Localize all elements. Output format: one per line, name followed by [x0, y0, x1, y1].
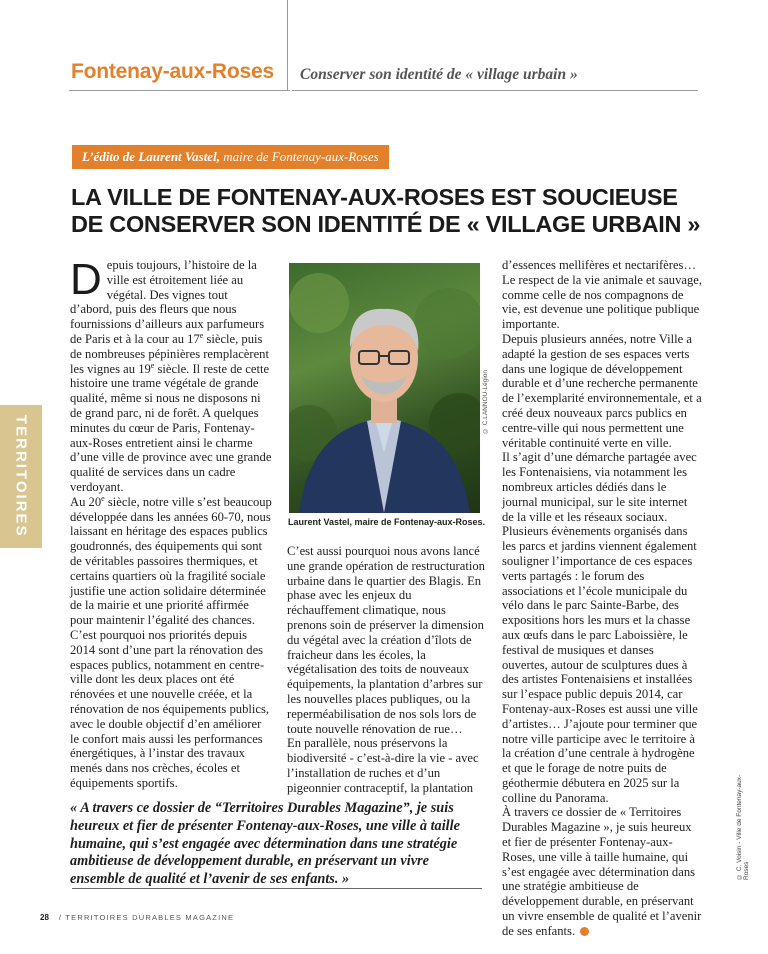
paragraph: En parallèle, nous préservons la biodiversité - c’est-à-dire la vie - avec l’installation de ruches et d’un pigeonnier contraceptif, la plantation [287, 736, 479, 795]
dropcap: D [70, 255, 102, 304]
header-rule [292, 90, 698, 91]
quote-rule [72, 888, 482, 889]
pull-quote: « A travers ce dossier de “Territoires Durables Magazine”, je suis heureux et fier de présenter Fontenay-aux-Roses, une ville à taille humaine, qui s’est engagée avec détermination dans une stratégie ambitieuse de développement durable, en préservant un vivre ensemble de qualité et l’avenir de ses enfants. » [70, 800, 460, 888]
paragraph: Il s’agit d’une démarche partagée avec les Fontenaisiens, via notamment les nombreux articles dédiés dans le journal municipal, sur le site internet de la ville et les réseaux sociaux. Plusieurs évènements organisés dans les parcs et jardins viennent également souligner l’importance de ces espaces verts partagés : le forum des associations et l’école municipale du vélo dans le parc Sainte-Barbe, des expositions hors les murs et la chasse aux œufs dans le parc Laboissière, le festival de musiques et danses ouvertes, autour de sculptures dues à des artistes Fontenaisiens et installées sur l’espace public depuis 2014, car Fontenay-aux-Roses est aussi une ville d’artistes… J’ajoute pour terminer que notre ville participe avec le territoire à la création d’une centrale à hydrogène et que le forage de notre puits de géothermie débutera en 2025 sur la colline du Panorama. [502, 450, 698, 805]
paragraph: À travers ce dossier de « Territoires Durables Magazine », je suis heureux et fier de présenter Fontenay-aux-Roses, une ville à taille humaine, qui s’est engagée avec détermination dans une stratégie ambitieuse de développement durable, en préservant un vivre ensemble de qualité et l’avenir de ses enfants. [502, 805, 702, 938]
photo-caption: Laurent Vastel, maire de Fontenay-aux-Roses. [288, 517, 486, 527]
article-column-3 [502, 258, 702, 939]
portrait-illustration [289, 263, 480, 513]
header-divider [287, 0, 288, 91]
paragraph: Depuis plusieurs années, notre Ville a adapté la gestion de ses espaces verts dans une logique de développement durable et d’une recherche permanente de l’exemplarité environnementale, et a créé deux nouveaux parcs publics en centre-ville qui nous permettent une véritable continuité verte en ville. [502, 331, 702, 450]
headline-line: DE CONSERVER SON IDENTITÉ DE « VILLAGE URBAIN » [71, 211, 701, 237]
article-column-2 [287, 544, 485, 796]
header-rule [69, 90, 290, 91]
edito-label: L’édito de Laurent Vastel, maire de Fontenay-aux-Roses [72, 145, 389, 169]
headline [71, 184, 711, 238]
paragraph: d’essences mellifères et nectarifères… Le respect de la vie animale et sauvage, comme celle de nos compagnons de vie, est devenue une politique publique importante. [502, 258, 702, 332]
section-theme: Conserver son identité de « village urbain » [300, 66, 578, 83]
headline-line: LA VILLE DE FONTENAY-AUX-ROSES EST SOUCIEUSE [71, 184, 678, 210]
paragraph: Au 20e siècle, notre ville s’est beaucoup développée dans les années 60-70, nous laissant en héritage des espaces publics goudronnés, des équipements qui sont de véritables passoires thermiques, et certains quartiers où la fragilité sociale justifie une action solidaire déterminée de la mairie et une priorité affirmée pour maintenir l’égalité des chances. C’est pourquoi nos priorités depuis 2014 sont d’une part la rénovation des espaces publics, notamment en centre-ville dont les deux places ont été rénovées et une nouvelle créée, et la rénovation de nos équipements publics, avec le double objectif d’en améliorer le confort mais aussi les performances énergétiques, à l’instar des travaux menés dans nos crèches, écoles et équipements sportifs. [70, 493, 272, 790]
article-column-1 [70, 255, 272, 791]
page-number: 28 [40, 913, 49, 922]
page-footer [40, 913, 234, 922]
magazine-name: / TERRITOIRES DURABLES MAGAZINE [58, 913, 235, 922]
paragraph: C’est aussi pourquoi nous avons lancé une grande opération de restructuration urbaine dans le quartier des Blagis. En phase avec les enjeux du réchauffement climatique, nous prenons soin de préserver la dimension du végétal avec la création d’îlots de fraicheur dans les écoles, la végétalisation des toits de nouveaux équipements, la plantation d’arbres sur les nouvelles places publiques, ou la reperméabilisation de nos sols lors de toute nouvelle rénovation de rue… [287, 544, 485, 736]
city-title: Fontenay-aux-Roses [71, 60, 274, 83]
mayor-portrait-photo [289, 263, 480, 513]
end-mark-icon [580, 927, 589, 936]
photo-credit: © C.LANNOU-Légion [482, 370, 489, 435]
image-credit: © C. Voisin - Ville de Fontenay-aux-Roses [736, 774, 750, 880]
paragraph: Depuis toujours, l’histoire de la ville est étroitement liée au végétal. Des vignes tout d’abord, puis des fleurs que nous fournissions d’ailleurs aux parfumeurs de Paris et à la cour au 17e siècle, puis de nombreuses pépinières remplacèrent les vignes au 19e siècle. Il reste de cette histoire une trame végétale de grande qualité, même si nous ne disposons ni de grand parc, ni de forêt. A quelques minutes du cœur de Paris, Fontenay-aux-Roses entretient ainsi le charme d’une ville de province avec une grande qualité de services dans un cadre verdoyant. [70, 255, 272, 494]
section-side-tab: TERRITOIRES [0, 405, 42, 548]
